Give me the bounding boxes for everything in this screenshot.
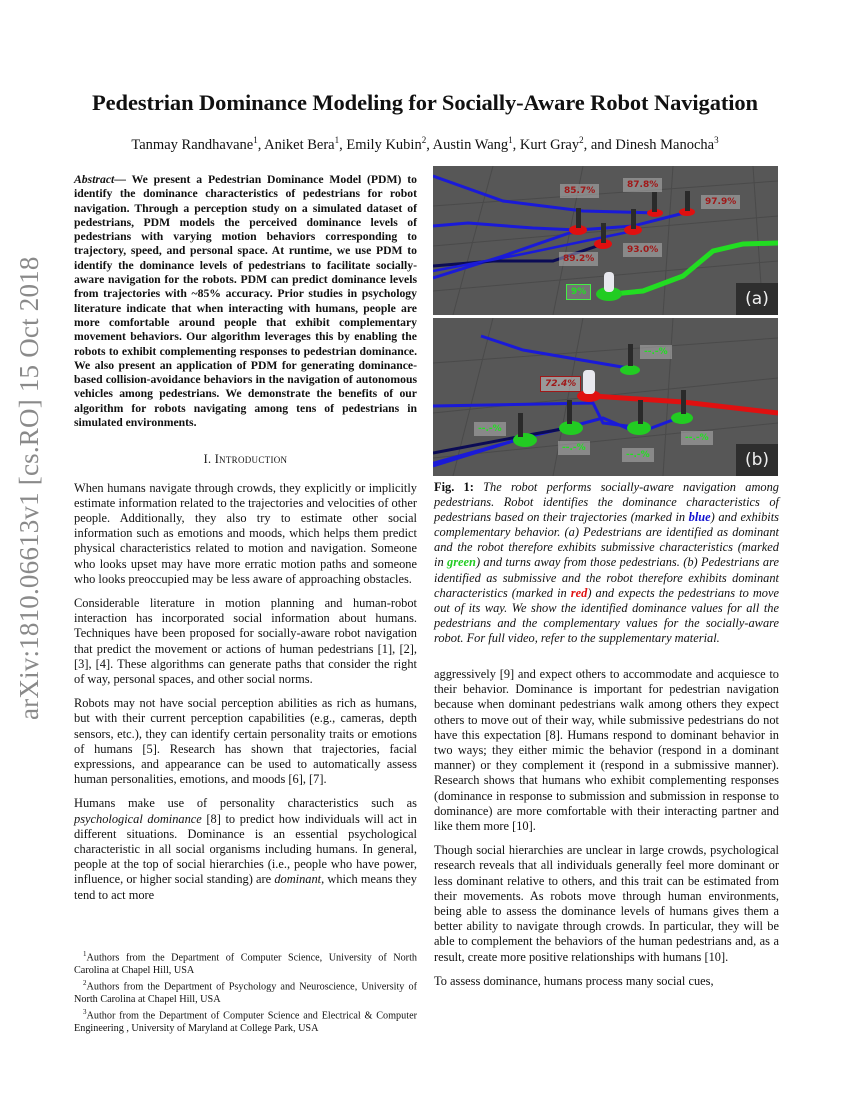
robot-dominance-tag: 9%	[566, 284, 591, 300]
paragraph: aggressively [9] and expect others to accommodate and acquiesce to their behavior. Dominance is important for pedestrian navigation because when dominant pedestrians walk among others they expect others to move out of their way, while submissive pedestrians do not have this expectation [8]. Humans respond to dominant behavior in two ways; they either mimic the behavior (respond in a dominant manner) or they complement it (respond in a submissive manner). Research shows that humans who exhibit complementing responses (dominance in response to submission and submission in response to dominance) are more comfortable with their interacting partner and like them more [10].	[434, 667, 779, 834]
right-column	[434, 667, 779, 998]
dominance-tag: 93.0%	[623, 243, 662, 257]
section-heading-introduction: I. Introduction	[203, 452, 288, 467]
dominance-tag: --.-%	[474, 422, 506, 436]
affiliation-mark: 1	[253, 135, 258, 145]
dominance-tag: --.-%	[681, 431, 713, 445]
dominance-tag: --.-%	[622, 448, 654, 462]
figure-1	[433, 166, 778, 476]
paragraph: To assess dominance, humans process many social cues,	[434, 973, 714, 988]
abstract-lead: Abstract	[74, 173, 115, 186]
paragraph: Robots may not have social perception abilities as rich as humans, but with their current perception capabilities (e.g., cameras, depth sensors, etc.), they can identify certain personality traits or emotions of humans [5]. Research has shown that trajectories, facial expressions, and appearance can be used to automatically assess human personalities, emotions, and moods [6], [7].	[74, 696, 417, 787]
dominance-tag: --.-%	[558, 441, 590, 455]
figure-label: Fig. 1:	[434, 480, 474, 494]
figure-panel-a	[433, 166, 778, 315]
left-column	[74, 173, 417, 912]
author-list: Tanmay Randhavane$^1$, Aniket Bera$^1$, Emily Kubin$^2$, Austin Wang$^1$, Kurt Gray$^2$, and Dinesh Manocha$^3$	[131, 135, 719, 153]
paragraph: Considerable literature in motion planning and human-robot interaction has incorporated social information about humans. Techniques have been proposed for socially-aware robot navigation that predict the movement or actions of human pedestrians [1], [2], [3], [4]. These algorithms can generate paths that consider the right of way, personal spaces, and other social norms.	[74, 595, 417, 686]
footnote: $^1$Authors from the Department of Computer Science, University of North Carolina at Chapel Hill, USA	[74, 950, 417, 976]
affiliation-mark: 3	[714, 135, 719, 145]
author: Emily Kubin	[346, 136, 422, 153]
paragraph: Humans make use of personality characteristics such as psychological dominance [8] to predict how individuals will act in different situations. Dominance is an essential psychological characteristic in all social organisms including humans. In general, people at the top of social hierarchies (i.e., people who have power, influence, or higher social standing) are dominant, which means they tend to act more	[74, 796, 417, 902]
paragraph: Though social hierarchies are unclear in large crowds, psychological research reveals that all individuals generally feel more dominant or less dominant relative to others, and this trait can be estimated from their movements. As robots move through human environments, being able to assess the dominance levels of humans gives them a better ability to navigate through crowds. In particular, they will be able to complement the behaviors of the human pedestrians and, as a result, create more positive relationships with humans [10].	[434, 843, 779, 964]
footnote: $^2$Authors from the Department of Psychology and Neuroscience, University of North Carolina at Chapel Hill, USA	[74, 979, 417, 1005]
simulation-scene-b	[433, 318, 778, 476]
affiliation-mark: 2	[421, 135, 427, 145]
affiliation-mark: 2	[579, 135, 584, 145]
author: Tanmay Randhavane	[131, 136, 254, 153]
robot-dominance-tag: 72.4%	[540, 376, 581, 392]
paragraph: When humans navigate through crowds, they explicitly or implicitly estimate information related to the trajectories and velocities of other people. Additionally, they also try to estimate other social information such as emotions and moods, which helps them predict physical characteristics related to motion and navigation. Someone who looks upset may have more erratic motion paths and someone who looks preoccupied may be less aware of approaching obstacles.	[74, 480, 417, 586]
dominance-tag: 97.9%	[701, 195, 740, 209]
footnotes	[74, 948, 417, 1036]
author: Kurt Gray	[519, 136, 580, 153]
arxiv-stamp: arXiv:1810.06613v1 [cs.RO] 15 Oct 2018	[14, 256, 44, 720]
footnote: $^3$Author from the Department of Computer Science and Electrical & Computer Engineering , University of Maryland at College Park, USA	[74, 1008, 417, 1035]
panel-label: (b)	[736, 444, 778, 476]
abstract-text: We present a Pedestrian Dominance Model (PDM) to identify the dominance characteristics of pedestrians for robot navigation. Through a perception study on a simulated dataset of pedestrians, PDM models the perceived dominance levels of pedestrians with varying motion behaviors corresponding to trajectory, speed, and personal space. At runtime, we use PDM to identify the dominance levels of pedestrians to facilitate socially-aware navigation for the robots. PDM can predict dominance levels from trajectories with ~85% accuracy. Prior studies in psychology literature indicate that when interacting with humans, people are more comfortable around people that exhibit complementary movement behaviors. Our algorithm leverages this by enabling the robots to exhibit complementing responses to pedestrian dominance. We also present an application of PDM for generating dominance-based collision-avoidance behaviors in the navigation of autonomous vehicles among pedestrians. We demonstrate the benefits of our algorithm for robots navigating among tens of pedestrians in simulated environments.	[74, 173, 417, 430]
dominance-tag: 85.7%	[560, 184, 599, 198]
author: Aniket Bera	[264, 136, 335, 153]
simulation-scene-a	[433, 166, 778, 315]
panel-label: (a)	[736, 283, 778, 315]
dominance-tag: 87.8%	[623, 178, 662, 192]
figure-panel-b	[433, 318, 778, 476]
figure-caption: Fig. 1: The robot performs socially-aware navigation among pedestrians. Robot identifies the dominance characteristics of pedestrians based on their trajectories (marked in blue) and exhibits complementary behavior. (a) Pedestrians are identified as dominant and the robot therefore exhibits submissive characteristics (marked in green) and turns away from those pedestrians. (b) Pedestrians are identified as submissive and the robot therefore exhibits dominant characteristics (marked in red) and expects the pedestrians to move out of its way. We show the identified dominance values for all the pedestrians and the complementary values for the socially-aware robot. For full video, refer to the supplementary material.	[434, 480, 779, 645]
dominance-tag: 89.2%	[559, 252, 598, 266]
paper-title: Pedestrian Dominance Modeling for Socially-Aware Robot Navigation	[92, 90, 758, 115]
author: Dinesh Manocha	[615, 136, 715, 153]
author: Austin Wang	[432, 136, 509, 153]
affiliation-mark: 1	[334, 135, 340, 145]
affiliation-mark: 1	[508, 135, 513, 145]
dominance-tag: --.-%	[640, 345, 672, 359]
abstract: Abstract— We present a Pedestrian Dominance Model (PDM) to identify the dominance characteristics of pedestrians for robot navigation. Through a perception study on a simulated dataset of pedestrians, PDM models the perceived dominance levels of pedestrians with varying motion behaviors corresponding to trajectory, speed, and personal space. At runtime, we use PDM to identify the dominance levels of pedestrians to facilitate socially-aware navigation for the robots. PDM can predict dominance levels from trajectories with ~85% accuracy. Prior studies in psychology literature indicate that when interacting with humans, people are more comfortable around people that exhibit complementary movement behaviors. Our algorithm leverages this by enabling the robots to exhibit complementing responses to pedestrian dominance. We also present an application of PDM for generating dominance-based collision-avoidance behaviors in the navigation of autonomous vehicles among pedestrians. We demonstrate the benefits of our algorithm for robots navigating among tens of pedestrians in simulated environments.	[74, 173, 417, 430]
